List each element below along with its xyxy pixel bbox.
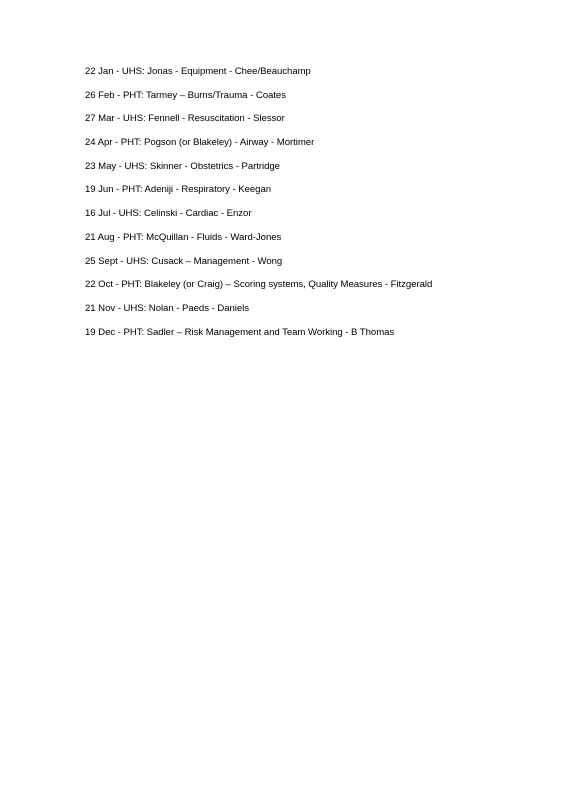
schedule-line-may: 23 May - UHS: Skinner - Obstetrics - Partridge	[85, 160, 280, 172]
schedule-line-aug: 21 Aug - PHT: McQuillan - Fluids - Ward-Jones	[85, 231, 282, 243]
schedule-line-nov: 21 Nov - UHS: Nolan - Paeds - Daniels	[85, 302, 249, 314]
schedule-line-dec: 19 Dec - PHT: Sadler – Risk Management and Team Working - B Thomas	[85, 326, 395, 338]
schedule-line-oct: 22 Oct - PHT: Blakeley (or Craig) – Scoring systems, Quality Measures - Fitzgerald	[85, 279, 433, 291]
schedule-line-jun: 19 Jun - PHT: Adeniji - Respiratory - Keegan	[85, 184, 272, 196]
schedule-list	[85, 66, 432, 350]
schedule-line-feb: 26 Feb - PHT: Tarmey – Burns/Trauma - Coates	[85, 89, 286, 101]
schedule-line-jul: 16 Jul - UHS: Celinski - Cardiac - Enzor	[85, 208, 252, 220]
schedule-line-apr: 24 Apr - PHT: Pogson (or Blakeley) - Airway - Mortimer	[85, 137, 315, 149]
schedule-line-sept: 25 Sept - UHS: Cusack – Management - Wong	[85, 255, 283, 267]
schedule-line-jan: 22 Jan - UHS: Jonas - Equipment - Chee/Beauchamp	[85, 66, 311, 77]
schedule-line-mar: 27 Mar - UHS: Fennell - Resuscitation - Slessor	[85, 113, 285, 125]
